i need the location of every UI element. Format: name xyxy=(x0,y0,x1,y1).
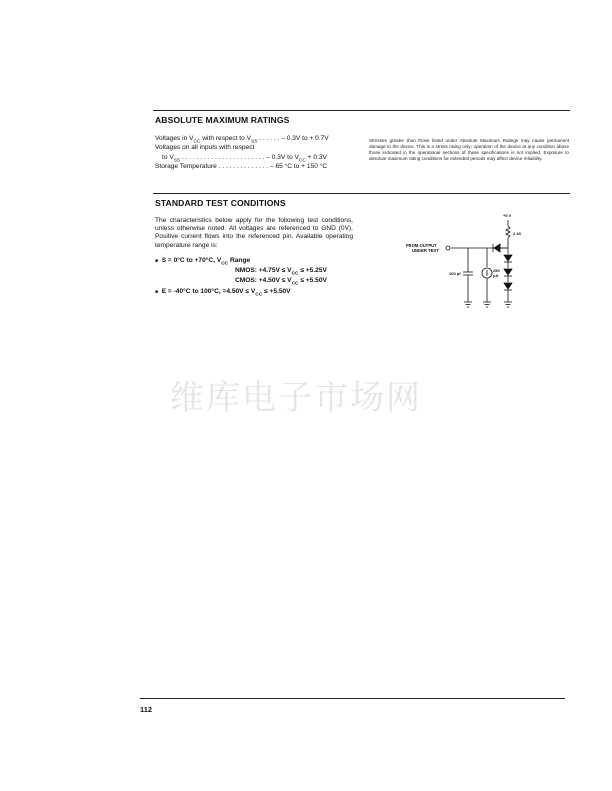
watermark: 维库电子市场网 xyxy=(170,378,422,418)
ratings-title: ABSOLUTE MAXIMUM RATINGS xyxy=(155,115,290,125)
footer-rule xyxy=(140,698,565,699)
conditions-paragraph: The characteristics below apply for the following test conditions, unless otherwise noted. All voltages are referenced to GND (0V). Positive current flows into the referenced pin. Available operating temperature range is: xyxy=(155,217,353,249)
test-circuit-diagram xyxy=(400,208,530,312)
ratings-stress-note: Stresses greater than those listed under Absolute Maximum Ratings may cause permanent damage to the device. This is a stress rating only; operation of the device at any condition above those indicated in the operational sections of these specifications is not implied. Exposure to absolute maximum rating conditions for extended periods may affect device reliability. xyxy=(369,138,569,162)
ratings-vss-line: to $V_{SS}$ . . . . . . . . . . . . . . . . . . . . . . . – 0.3V to $V_{CC} + 0.3V$ xyxy=(162,154,327,164)
circuit-vplus-label: +5 V xyxy=(503,213,512,218)
circuit-resistor-label: 2.1K xyxy=(513,231,522,236)
circuit-from-label-1: FROM OUTPUT xyxy=(406,243,437,248)
range-s-line: ■ S = 0°C to +70°C, $V_{CC}$ Range xyxy=(155,257,251,267)
ratings-top-rule xyxy=(153,110,570,111)
ratings-inputs-line: Voltages on all inputs with respect xyxy=(155,144,255,151)
circuit-current-label-2: μA xyxy=(493,273,499,278)
conditions-top-rule xyxy=(153,193,570,194)
range-e-line: ■ E = -40°C to 100°C, $=4.50V \le V_{CC} \le +5.50V$ xyxy=(155,288,291,298)
conditions-title: STANDARD TEST CONDITIONS xyxy=(155,198,286,208)
page-number: 112 xyxy=(140,705,153,714)
ratings-vcc-line: Voltages in $V_{CC}$ with respect to $V_{SS}$ . . . . . . – 0.3V to + 0.7V xyxy=(155,135,329,145)
circuit-capacitor-label: 100 pf xyxy=(449,271,461,276)
circuit-current-label-1: 250 xyxy=(493,268,500,273)
range-nmos-line: NMOS: $+4.75V \le V_{CC} \le +5.25V$ xyxy=(235,267,327,277)
ratings-storage-line: Storage Temperature . . . . . . . . . . . . . . – 65 °C to + 150 °C xyxy=(155,163,328,170)
circuit-from-label-2: UNDER TEST xyxy=(412,248,439,253)
range-cmos-line: CMOS: $+4.50V \le V_{CC} \le +5.50V$ xyxy=(235,277,327,287)
